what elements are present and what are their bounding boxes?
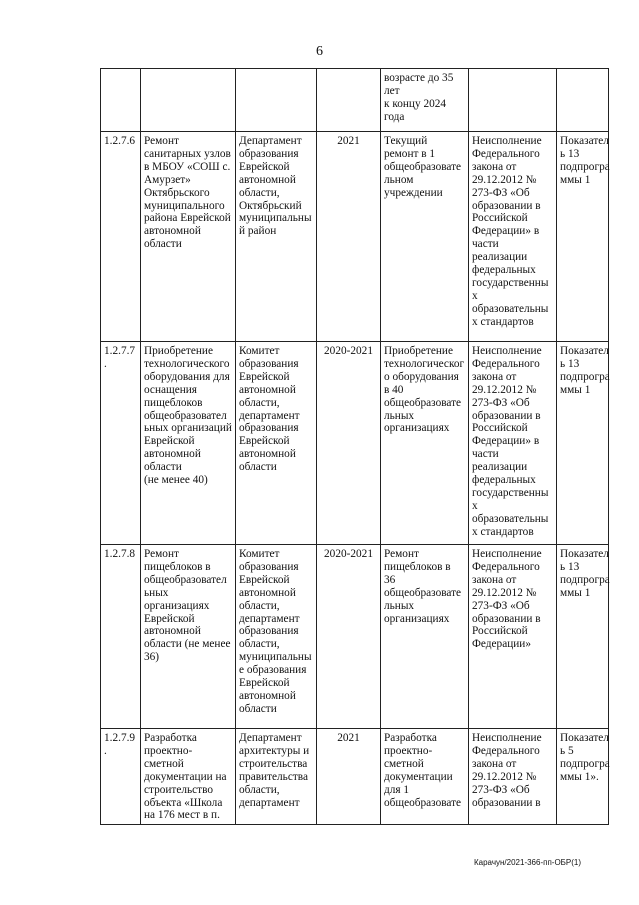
cell-consequence xyxy=(469,69,557,132)
table-row xyxy=(101,545,609,729)
program-table xyxy=(100,68,609,825)
cell-consequence: Неисполнение Федерального закона от 29.12.2012 № 273-ФЗ «Об образовании в Российской Федерации» в части реализации федеральных государственны х образовательны х стандартов xyxy=(469,132,557,342)
table-row xyxy=(101,69,609,132)
cell-indicator: Показател ь 13 подпрогра ммы 1 xyxy=(557,342,609,545)
cell-executor xyxy=(236,69,317,132)
cell-event: Разработка проектно-сметной документации на строительство объекта «Школа на 176 мест в п. xyxy=(141,729,236,825)
cell-event: Приобретение технологического оборудования для оснащения пищеблоков общеобразовател ьных организаций Еврейской автономной области (не менее 40) xyxy=(141,342,236,545)
document-code: Карачун/2021-366-пп-ОБР(1) xyxy=(474,858,582,867)
cell-result: Ремонт пищеблоков в 36 общеобразовате льных организациях xyxy=(381,545,469,729)
cell-num: 1.2.7.9 . xyxy=(101,729,141,825)
cell-executor: Департамент архитектуры и строительства правительства области, департамент xyxy=(236,729,317,825)
cell-period: 2021 xyxy=(317,132,381,342)
cell-period: 2020-2021 xyxy=(317,342,381,545)
cell-result: Приобретение технологическог о оборудования в 40 общеобразовате льных организациях xyxy=(381,342,469,545)
table-row xyxy=(101,342,609,545)
cell-period: 2021 xyxy=(317,729,381,825)
cell-executor: Комитет образования Еврейской автономной области, департамент образования области, муниципальны е образования Еврейской автономной области xyxy=(236,545,317,729)
cell-result: возрасте до 35 лет к концу 2024 года xyxy=(381,69,469,132)
cell-consequence: Неисполнение Федерального закона от 29.12.2012 № 273-ФЗ «Об образовании в Российской Федерации» xyxy=(469,545,557,729)
cell-indicator: Показател ь 5 подпрогра ммы 1». xyxy=(557,729,609,825)
cell-executor: Комитет образования Еврейской автономной области, департамент образования Еврейской автономной области xyxy=(236,342,317,545)
table-row xyxy=(101,132,609,342)
cell-event xyxy=(141,69,236,132)
cell-num: 1.2.7.8 xyxy=(101,545,141,729)
cell-indicator: Показател ь 13 подпрогра ммы 1 xyxy=(557,132,609,342)
table-row xyxy=(101,729,609,825)
cell-num: 1.2.7.6 xyxy=(101,132,141,342)
cell-event: Ремонт пищеблоков в общеобразовател ьных организациях Еврейской автономной области (не менее 36) xyxy=(141,545,236,729)
cell-period: 2020-2021 xyxy=(317,545,381,729)
cell-result: Разработка проектно- сметной документации для 1 общеобразовате xyxy=(381,729,469,825)
cell-consequence: Неисполнение Федерального закона от 29.12.2012 № 273-ФЗ «Об образовании в Российской Федерации» в части реализации федеральных государственны х образовательны х стандартов xyxy=(469,342,557,545)
cell-executor: Департамент образования Еврейской автономной области, Октябрьский муниципальны й район xyxy=(236,132,317,342)
cell-num: 1.2.7.7 . xyxy=(101,342,141,545)
cell-period xyxy=(317,69,381,132)
cell-indicator xyxy=(557,69,609,132)
cell-indicator: Показател ь 13 подпрогра ммы 1 xyxy=(557,545,609,729)
page-number: 6 xyxy=(316,44,323,59)
cell-num xyxy=(101,69,141,132)
cell-consequence: Неисполнение Федерального закона от 29.12.2012 № 273-ФЗ «Об образовании в xyxy=(469,729,557,825)
cell-event: Ремонт санитарных узлов в МБОУ «СОШ с. Амурзет» Октябрьского муниципального района Еврейской автономной области xyxy=(141,132,236,342)
cell-result: Текущий ремонт в 1 общеобразовате льном учреждении xyxy=(381,132,469,342)
